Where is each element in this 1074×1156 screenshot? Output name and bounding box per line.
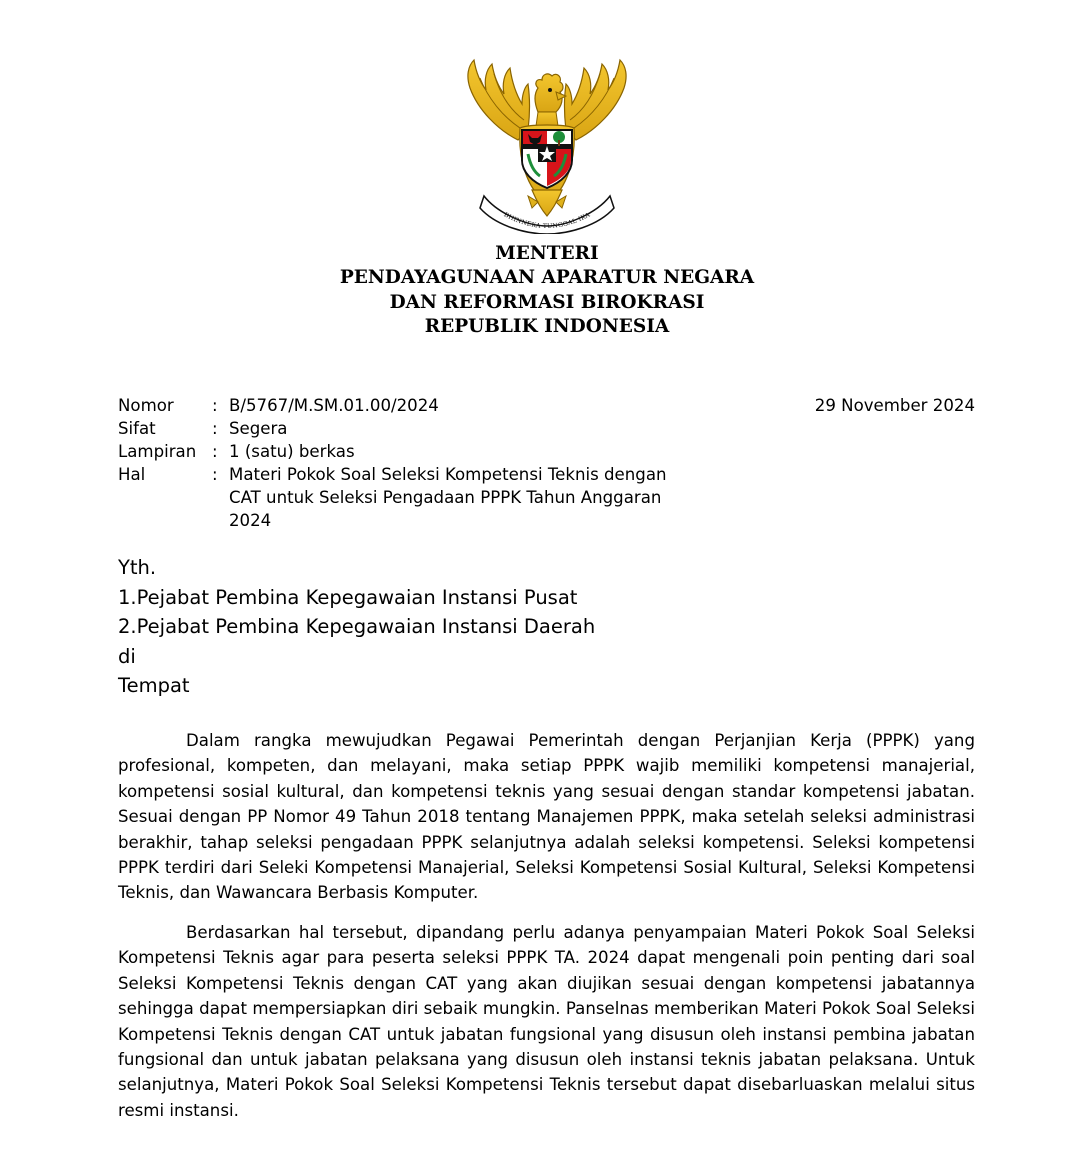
addressee-tempat: Tempat (118, 674, 190, 697)
letter-meta (118, 394, 694, 532)
recipient-2: 2.Pejabat Pembina Kepegawaian Instansi Daerah (118, 615, 596, 638)
hal-value: Materi Pokok Soal Seleksi Kompetensi Teknis dengan CAT untuk Seleksi Pengadaan PPPK Tahun Anggaran 2024 (229, 465, 667, 530)
letter-date: 29 November 2024 (814, 396, 975, 415)
body-paragraph-2: Berdasarkan hal tersebut, dipandang perlu adanya penyampaian Materi Pokok Soal Seleksi Kompetensi Teknis agar para peserta seleksi PPPK TA. 2024 dapat mengenali poin penting dari soal Seleksi Kompetensi Teknis dengan CAT yang akan diujikan sesuai dengan kompetensi jabatannya sehingga dapat mempersiapkan diri sebaik mungkin. Panselnas memberikan Materi Pokok Soal Seleksi Kompetensi Teknis dengan CAT untuk jabatan fungsional yang disusun oleh instansi pembina jabatan fungsional dan untuk jabatan pelaksana yang disusun oleh instansi teknis jabatan pelaksana. Untuk selanjutnya, Materi Pokok Soal Seleksi Kompetensi Teknis tersebut dapat disebarluaskan melalui situs resmi instansi. (118, 923, 975, 1120)
emblem-motto: BHINNEKA TUNGGAL IKA (502, 211, 592, 231)
salutation: Yth. (118, 556, 157, 579)
lampiran-label: Lampiran (118, 442, 197, 461)
addressee-block (118, 553, 595, 701)
letterhead-line-4: REPUBLIK INDONESIA (424, 315, 670, 337)
body-paragraph-1: Dalam rangka mewujudkan Pegawai Pemerintah dengan Perjanjian Kerja (PPPK) yang profesional, kompeten, dan melayani, maka setiap PPPK wajib memiliki kompetensi manajerial, kompetensi sosial kultural, dan kompetensi teknis yang sesuai dengan standar kompetensi jabatan. Sesuai dengan PP Nomor 49 Tahun 2018 tentang Manajemen PPPK, maka setelah seleksi administrasi berakhir, tahap seleksi pengadaan PPPK selanjutnya adalah seleksi kompetensi. Seleksi kompetensi PPPK terdiri dari Seleki Kompetensi Manajerial, Seleksi Kompetensi Sosial Kultural, Seleksi Kompetensi Teknis, dan Wawancara Berbasis Komputer. (118, 731, 975, 903)
addressee-di: di (118, 644, 136, 668)
letterhead-line-2: PENDAYAGUNAAN APARATUR NEGARA (339, 267, 755, 289)
sifat-colon: : (212, 419, 218, 438)
letterhead-title (0, 242, 1074, 339)
nomor-value: B/5767/M.SM.01.00/2024 (229, 396, 439, 415)
sifat-label: Sifat (118, 419, 156, 438)
hal-label: Hal (118, 465, 146, 484)
meta-row-sifat (118, 417, 694, 440)
meta-row-hal (118, 463, 694, 532)
recipient-1: 1.Pejabat Pembina Kepegawaian Instansi Pusat (118, 585, 578, 609)
lampiran-colon: : (212, 442, 218, 461)
garuda-pancasila-emblem (458, 58, 636, 234)
nomor-colon: : (212, 396, 218, 415)
nomor-label: Nomor (118, 396, 174, 415)
hal-colon: : (212, 465, 218, 484)
meta-row-nomor (118, 394, 694, 417)
letterhead-line-1: MENTERI (495, 243, 599, 264)
meta-row-lampiran (118, 440, 694, 463)
lampiran-value: 1 (satu) berkas (229, 442, 355, 461)
sifat-value: Segera (229, 419, 288, 438)
letterhead-line-3: DAN REFORMASI BIROKRASI (389, 291, 705, 313)
